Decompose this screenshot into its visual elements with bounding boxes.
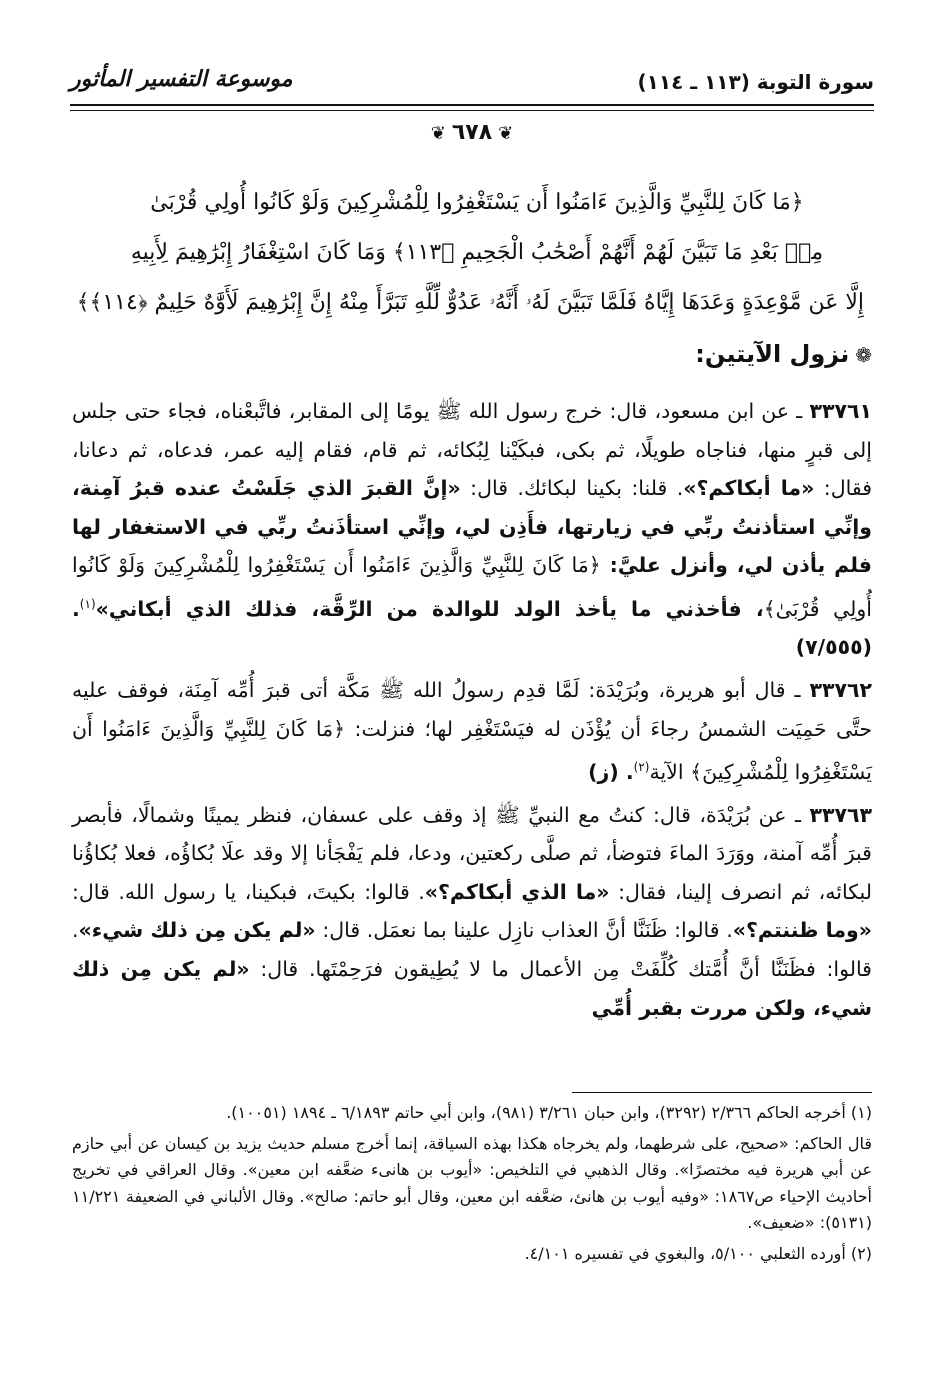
ornament-icon: ❦ (498, 123, 514, 144)
prophet-quote: «ما أبكاكم؟» (683, 476, 815, 501)
footnotes (72, 1100, 872, 1271)
hadith-number: ٣٣٧٦٣ (809, 802, 872, 827)
prophet-quote: «وما ظننتم؟» (732, 918, 872, 943)
hadith-text: ـ عن ابن مسعود، قال: خرج رسول الله ﷺ يومًا إلى المقابر، فاتَّبعْناه، فجاء حتى جلس إلى قبرٍ منها، فناجاه طويلًا، ثم بكى، فبكَيْنا لِبُكائه، ثم قام، فقام إليه عمر، فدعاه، ثم دعانا، فقال: (72, 399, 872, 501)
volume-reference: . (٧/٥٥٥) (72, 596, 872, 660)
verse-line: مِنۢ بَعْدِ مَا تَبَيَّنَ لَهُمْ أَنَّهُمْ أَصْحَٰبُ الْجَحِيمِ ﴿١١٣﴾ وَمَا كَانَ اسْتِغْفَارُ إِبْرَٰهِيمَ لِأَبِيهِ (130, 240, 824, 265)
footnote-marker[interactable]: (٢) (633, 760, 650, 775)
header-rule (70, 104, 874, 106)
flower-icon: ❁ (855, 343, 872, 367)
header-rule-thin (70, 110, 874, 111)
page-number-value: ٦٧٨ (451, 120, 493, 145)
section-heading (695, 340, 872, 368)
footnote-2: (٢) أورده الثعلبي ٥/١٠٠، والبغوي في تفسيره ٤/١٠١. (524, 1243, 872, 1263)
prophet-quote: «لم يكن مِن ذلك شيء، ولكن مررت بقبر أُمِّي (72, 956, 872, 1020)
hadith-text: . قلنا: بكينا لبكائك. قال: (460, 476, 684, 501)
prophet-quote: «ما الذي أبكاكم؟» (424, 879, 610, 904)
hadith-text: ـ قال أبو هريرة، وبُرَيْدَة: لَمَّا قدِم رسولُ الله ﷺ مَكَّة أتى قبرَ أُمِّه آمِنَة، فوقف عليه حتَّى حَمِيَت الشمسُ رجاءَ أن يُؤْذَن له فيَسْتَغْفِر لها؛ فنزلت: (72, 677, 873, 741)
surah-title: سورة التوبة (١١٣ ـ ١١٤) (637, 70, 874, 94)
hadith-text: الآية (649, 760, 691, 784)
prophet-quote: «لم يكن مِن ذلك شيء» (78, 918, 316, 943)
ornament-icon: ❦ (430, 123, 446, 144)
quran-verse-block (76, 178, 864, 328)
page-number (0, 120, 944, 145)
verse-line: ﴿مَا كَانَ لِلنَّبِيِّ وَالَّذِينَ ءَامَنُوا أَن يَسْتَغْفِرُوا لِلْمُشْرِكِينَ وَلَوْ كَانُوا أُولِي قُرْبَىٰ (150, 190, 804, 215)
volume-reference: . (ز) (588, 760, 634, 784)
hadith-text: . قالوا: بكيتَ، فبكينا، يا رسول الله. قال: (72, 879, 425, 904)
hadith-text: . قالوا: ظَنَنَّا أنَّ العذاب نازِل علينا بما نعمَل. قال: (315, 918, 733, 943)
quran-quote: ﴿مَا كَانَ لِلنَّبِيِّ وَالَّذِينَ ءَامَنُوا أَن يَسْتَغْفِرُوا لِلْمُشْرِكِينَ﴾ (72, 716, 872, 784)
hadith-list (72, 392, 872, 1027)
running-header (70, 66, 874, 106)
hadith-entry (72, 392, 872, 667)
hadith-text: ـ عن بُرَيْدَة، قال: كنتُ مع النبيِّ ﷺ إذ وقف على عسفان، فنظر يمينًا وشمالًا، فأبصر قبرَ أُمِّه آمنة، ووَرَدَ الماءَ فتوضأ، ثم صلَّى ركعتين، ودعا، فلم يَفْجَأنا إلا وقد علَا بُكاؤُه، فعلا بُكاؤُنا لبكائه، ثم انصرف إلينا، فقال: (72, 802, 872, 904)
hadith-entry (72, 796, 872, 1028)
hadith-number: ٣٣٧٦٢ (809, 677, 872, 702)
footnote-1: (١) أخرجه الحاكم ٢/٣٦٦ (٣٢٩٢)، وابن حبان ٣/٢٦١ (٩٨١)، وابن أبي حاتم ٦/١٨٩٣ ـ ١٨٩٤ (١٠٠٥١). (226, 1103, 872, 1122)
prophet-quote: «إنَّ القبرَ الذي جَلَسْتُ عنده قبرُ آمِنة، وإنِّي استأذنتُ ربِّي في زيارتها، فأَذِن لي، وإنِّي استأذَنتُ ربِّي في الاستغفار لها فلم يأذن لي، وأنزل عليَّ: (72, 476, 872, 578)
hadith-number: ٣٣٧٦١ (809, 399, 872, 423)
book-title: موسوعة التفسير المأثور (70, 66, 293, 92)
footnote-divider (572, 1092, 872, 1093)
section-title: نزول الآيتين: (695, 340, 850, 368)
footnote-1-note: قال الحاكم: «صحيح، على شرطهما، ولم يخرجاه هكذا بهذه السياقة، إنما أخرج مسلم حديث يزيد بن كيسان عن أبي حازم عن أبي هريرة فيه مختصرًا». وقال الذهبي في التلخيص: «أيوب بن هانىء ضعَّفه ابن معين». وقال العراقي في تخريج أحاديث الإحياء ص١٨٦٧: «وفيه أيوب بن هانئ، ضعَّفه ابن معين، وقال أبو حاتم: صالح». وقال الألباني في الضعيفة ١١/٢٢١ (٥١٣١): «ضعيف». (72, 1133, 872, 1232)
footnote-marker[interactable]: (١) (79, 596, 96, 611)
verse-line: إِلَّا عَن مَّوْعِدَةٍ وَعَدَهَا إِيَّاهُ فَلَمَّا تَبَيَّنَ لَهُۥ أَنَّهُۥ عَدُوٌّ لِّلَّهِ تَبَرَّأَ مِنْهُ إِنَّ إِبْرَٰهِيمَ لَأَوَّٰهٌ حَلِيمٌ ﴿١١٤﴾﴾ (76, 290, 864, 315)
hadith-text: . قالوا: فظَنَنَّا أنَّ أُمَّتك كُلِّفَتْ مِن الأعمال ما لا يُطِيقون فرَحِمْتَها. قال: (72, 918, 872, 981)
quran-quote: ﴿مَا كَانَ لِلنَّبِيِّ وَالَّذِينَ ءَامَنُوا أَن يَسْتَغْفِرُوا لِلْمُشْرِكِينَ وَلَوْ كَانُوا أُولِي قُرْبَىٰ﴾ (72, 553, 873, 621)
hadith-entry (72, 671, 872, 792)
prophet-quote: ، فأخذني ما يأخذ الولد للوالدة من الرِّقَّة، فذلك الذي أبكاني» (95, 596, 764, 621)
